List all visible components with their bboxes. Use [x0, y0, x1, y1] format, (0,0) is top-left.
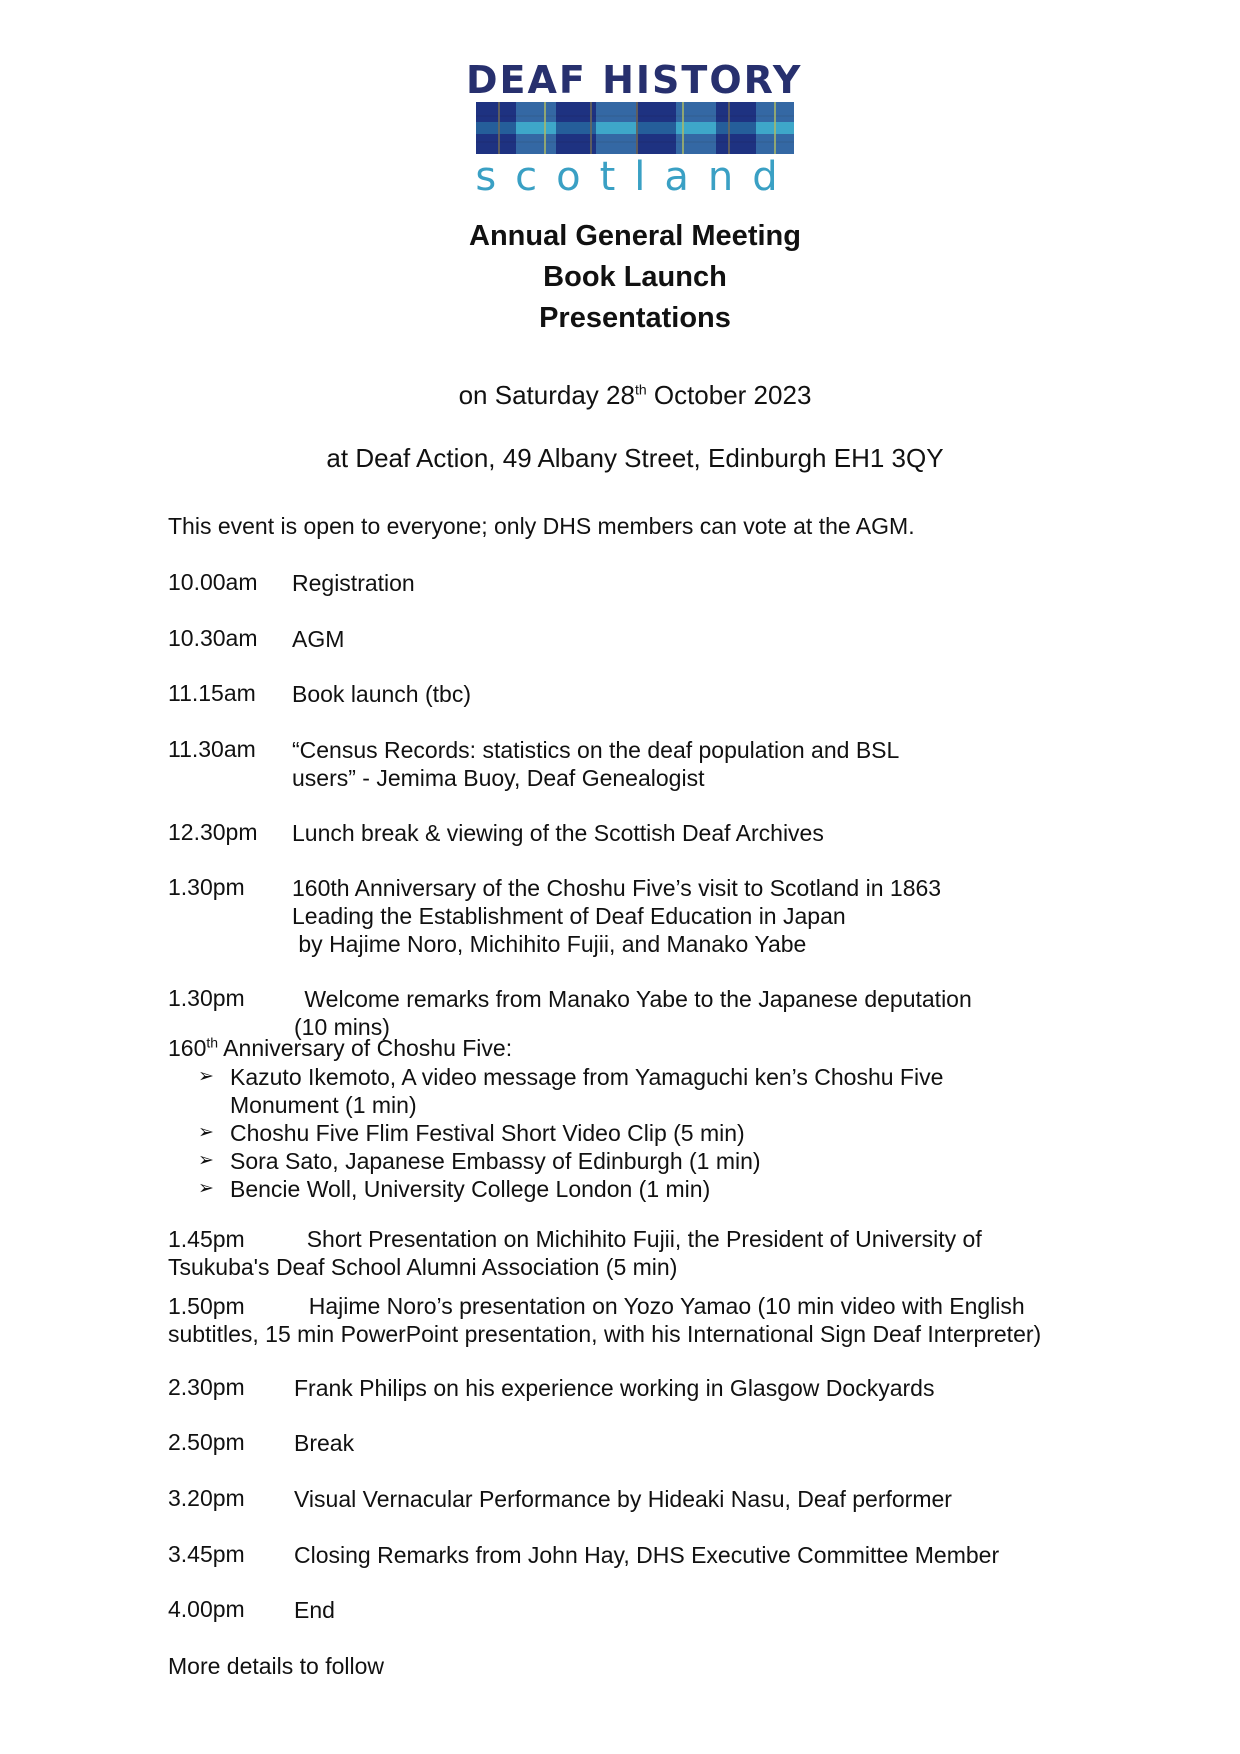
event-venue: at Deaf Action, 49 Albany Street, Edinburgh EH1 3QY — [326, 443, 944, 473]
schedule-time: 3.45pm — [168, 1541, 245, 1567]
schedule-time: 1.50pm — [168, 1293, 245, 1319]
schedule-time: 11.15am — [168, 680, 256, 706]
schedule-time: 4.00pm — [168, 1596, 245, 1622]
arrowhead-bullet-icon: ➢ — [198, 1150, 214, 1171]
list-item: ➢ Kazuto Ikemoto, A video message from Yamaguchi ken’s Choshu Five Monument (1 min) — [198, 1064, 944, 1118]
list-item: ➢ Choshu Five Flim Festival Short Video Clip (5 min) — [198, 1120, 745, 1146]
schedule-item: Visual Vernacular Performance by Hideaki Nasu, Deaf performer — [294, 1486, 952, 1512]
schedule-time: 10.30am — [168, 625, 258, 651]
presentation-item: 1.45pm Short Presentation on Michihito Fujii, the President of University of Tsukuba's Deaf School Alumni Association (5 min) — [168, 1226, 982, 1280]
presentation-item: 1.50pm Hajime Noro’s presentation on Yozo Yamao (10 min video with English subtitles, 15 min PowerPoint presentation, with his International Sign Deaf Interpreter) — [168, 1293, 1042, 1347]
heading-presentations: Presentations — [539, 302, 731, 334]
anniversary-heading: 160th Anniversary of Choshu Five: — [168, 1034, 513, 1061]
schedule-item: 160th Anniversary of the Choshu Five’s visit to Scotland in 1863 Leading the Establishment of Deaf Education in Japan by Hajime Noro, Michihito Fujii, and Manako Yabe — [292, 875, 942, 957]
schedule-item: Closing Remarks from John Hay, DHS Executive Committee Member — [294, 1542, 1000, 1568]
schedule-time: 1.30pm — [168, 985, 245, 1011]
list-item: ➢ Bencie Woll, University College London (1 min) — [198, 1176, 711, 1202]
arrowhead-bullet-icon: ➢ — [198, 1066, 214, 1087]
schedule-item: Frank Philips on his experience working in Glasgow Dockyards — [294, 1375, 935, 1401]
schedule-time: 2.30pm — [168, 1374, 245, 1400]
logo-subtitle: scotland — [475, 154, 797, 200]
schedule-item: Welcome remarks from Manako Yabe to the Japanese deputation (10 mins) — [294, 986, 972, 1040]
tartan-band-logo — [476, 102, 794, 154]
anniversary-list — [198, 1063, 943, 1203]
schedule-item: AGM — [292, 626, 345, 652]
arrowhead-bullet-icon: ➢ — [198, 1122, 214, 1143]
schedule-time: 12.30pm — [168, 819, 258, 845]
footer-note: More details to follow — [168, 1653, 385, 1679]
intro-text: This event is open to everyone; only DHS members can vote at the AGM. — [168, 513, 915, 539]
schedule-time: 1.45pm — [168, 1226, 245, 1252]
event-date: on Saturday 28th October 2023 — [458, 380, 812, 410]
arrowhead-bullet-icon: ➢ — [198, 1178, 214, 1199]
schedule-time: 3.20pm — [168, 1485, 245, 1511]
schedule-item: Registration — [292, 570, 415, 596]
schedule-time: 11.30am — [168, 736, 256, 762]
logo-title: DEAF HISTORY — [466, 58, 803, 102]
schedule-time: 10.00am — [168, 569, 258, 595]
schedule-item: End — [294, 1597, 335, 1623]
schedule-item: Break — [294, 1430, 355, 1456]
heading-book-launch: Book Launch — [543, 261, 727, 293]
schedule-item: “Census Records: statistics on the deaf population and BSL users” - Jemima Buoy, Deaf Genealogist — [292, 737, 900, 791]
schedule-time: 2.50pm — [168, 1429, 245, 1455]
schedule-item: Lunch break & viewing of the Scottish Deaf Archives — [292, 820, 824, 846]
schedule-item: Book launch (tbc) — [292, 681, 471, 707]
schedule-time: 1.30pm — [168, 874, 245, 900]
heading-agm: Annual General Meeting — [469, 220, 801, 252]
list-item: ➢ Sora Sato, Japanese Embassy of Edinburgh (1 min) — [198, 1148, 761, 1174]
